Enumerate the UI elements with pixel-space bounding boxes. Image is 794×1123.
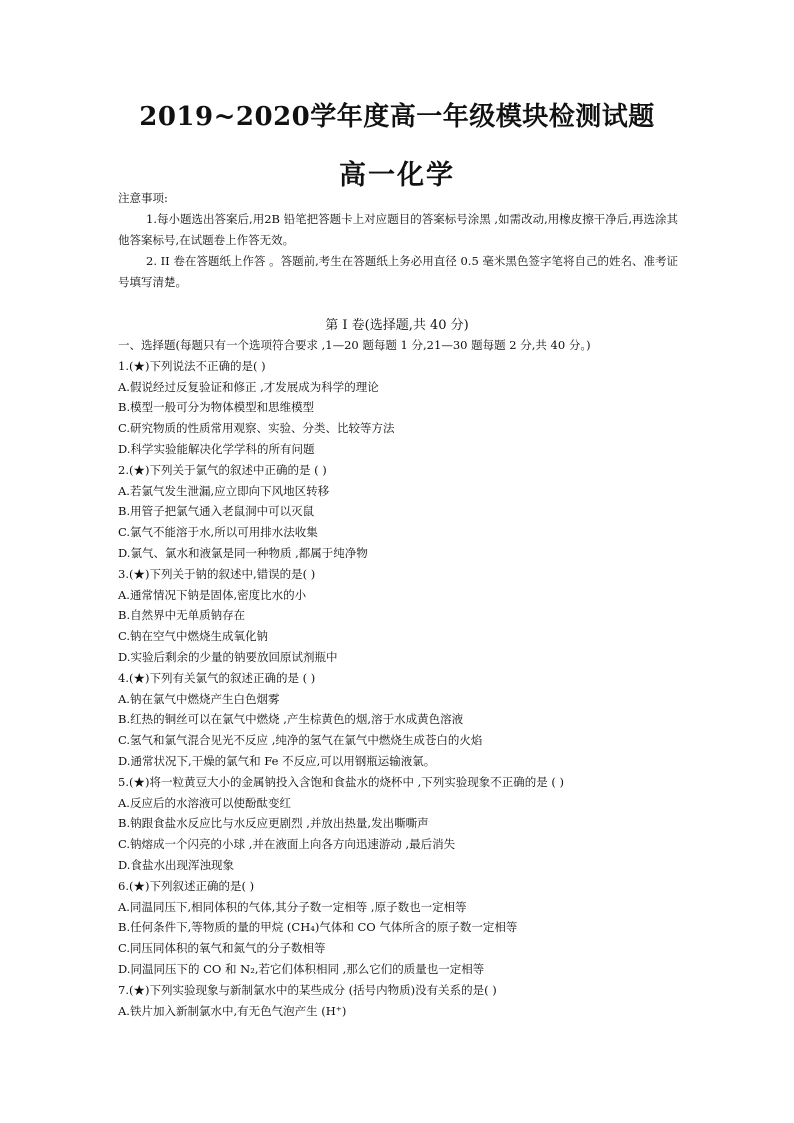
question-option: A.反应后的水溶液可以使酚酞变红 xyxy=(118,795,291,810)
question-option: B.钠跟食盐水反应比与水反应更剧烈 ,并放出热量,发出嘶嘶声 xyxy=(118,816,429,831)
question-stem: 2.(★)下列关于氯气的叙述中正确的是 ( ) xyxy=(118,462,327,477)
question-stem: 7.(★)下列实验现象与新制氯水中的某些成分 (括号内物质)没有关系的是( ) xyxy=(118,982,497,997)
question-option: B.用管子把氯气通入老鼠洞中可以灭鼠 xyxy=(118,504,315,519)
question-option: D.实验后剩余的少量的钠要放回原试剂瓶中 xyxy=(118,649,338,664)
question-option: A.假说经过反复验证和修正 ,才发展成为科学的理论 xyxy=(118,379,379,394)
question-option: B.任何条件下,等物质的量的甲烷 (CH₄)气体和 CO 气体所含的原子数一定相等 xyxy=(118,920,518,935)
question-option: B.模型一般可分为物体模型和思维模型 xyxy=(118,400,315,415)
question-stem: 3.(★)下列关于钠的叙述中,错误的是( ) xyxy=(118,566,316,581)
question-option: D.同温同压下的 CO 和 N₂,若它们体积相同 ,那么它们的质量也一定相等 xyxy=(118,961,485,976)
question-option: D.科学实验能解决化学学科的所有问题 xyxy=(118,441,315,456)
question-option: C.钠在空气中燃烧生成氧化钠 xyxy=(118,629,269,644)
question-option: D.氯气、氯水和液氯是同一种物质 ,都属于纯净物 xyxy=(118,545,368,560)
section-title: 第 I 卷(选择题,共 40 分) xyxy=(325,318,469,333)
question-stem: 1.(★)下列说法不正确的是( ) xyxy=(118,358,266,373)
question-option: A.通常情况下钠是固体,密度比水的小 xyxy=(118,587,307,602)
question-option: A.钠在氯气中燃烧产生白色烟雾 xyxy=(118,691,280,706)
question-option: A.若氯气发生泄漏,应立即向下风地区转移 xyxy=(118,483,330,498)
question-option: D.通常状况下,干燥的氯气和 Fe 不反应,可以用钢瓶运输液氯。 xyxy=(118,753,436,768)
subject-title: 高一化学 xyxy=(339,160,455,191)
note-item-2: 2. II 卷在答题纸上作答 。答题前,考生在答题纸上务必用直径 0.5 毫米黑色签字笔将自己的姓名、准考证号填写清楚。 xyxy=(118,254,678,289)
questions-block xyxy=(118,335,678,1021)
question-option: C.钠熔成一个闪亮的小球 ,并在液面上向各方向迅速游动 ,最后消失 xyxy=(118,837,456,852)
question-option: C.氢气和氯气混合见光不反应 ,纯净的氢气在氯气中燃烧生成苍白的火焰 xyxy=(118,733,483,748)
question-option: C.研究物质的性质常用观察、实验、分类、比较等方法 xyxy=(118,421,395,436)
notes-block xyxy=(118,188,678,293)
question-option: A.铁片加入新制氯水中,有无色气泡产生 (H⁺) xyxy=(118,1003,347,1018)
section-instruction: 一、选择题(每题只有一个选项符合要求 ,1—20 题每题 1 分,21—30 题每题 2 分,共 40 分。) xyxy=(118,338,591,352)
question-option: B.红热的铜丝可以在氯气中燃烧 ,产生棕黄色的烟,溶于水成黄色溶液 xyxy=(118,712,464,727)
question-stem: 4.(★)下列有关氯气的叙述正确的是 ( ) xyxy=(118,670,316,685)
notes-heading: 注意事项: xyxy=(118,191,168,205)
exam-title: 2019~2020学年度高一年级模块检测试题 xyxy=(139,102,655,132)
question-option: B.自然界中无单质钠存在 xyxy=(118,608,246,623)
question-option: C.同压同体积的氧气和氮气的分子数相等 xyxy=(118,941,326,956)
note-item-1: 1.每小题选出答案后,用2B 铅笔把答题卡上对应题目的答案标号涂黑 ,如需改动,用橡皮擦干净后,再选涂其他答案标号,在试题卷上作答无效。 xyxy=(118,212,678,247)
question-stem: 6.(★)下列叙述正确的是( ) xyxy=(118,878,255,893)
question-stem: 5.(★)将一粒黄豆大小的金属钠投入含饱和食盐水的烧杯中 ,下列实验现象不正确的是 ( ) xyxy=(118,774,565,789)
question-option: D.食盐水出现浑浊现象 xyxy=(118,857,234,872)
question-option: C.氯气不能溶于水,所以可用排水法收集 xyxy=(118,525,318,540)
question-option: A.同温同压下,相同体积的气体,其分子数一定相等 ,原子数也一定相等 xyxy=(118,899,467,914)
